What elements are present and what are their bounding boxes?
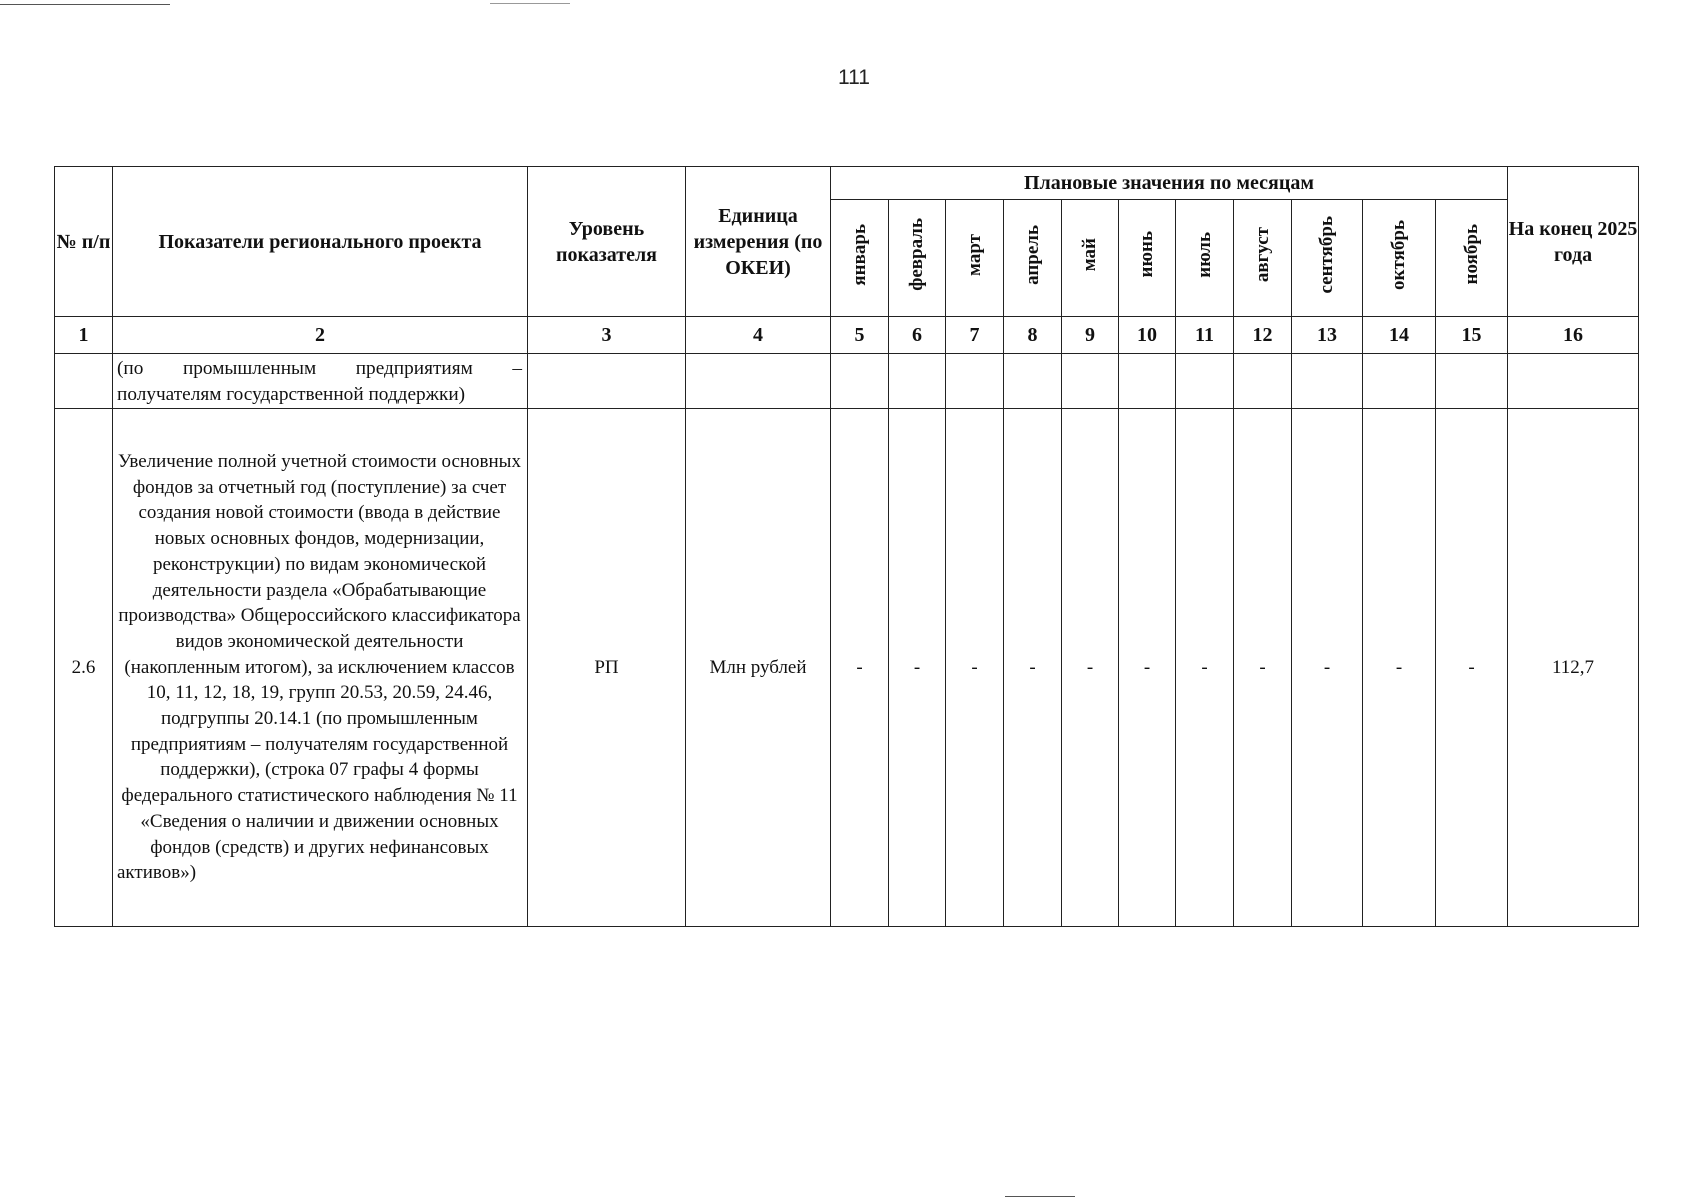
- month-value: [1119, 354, 1176, 409]
- scan-artifact-line: [490, 3, 570, 4]
- column-number: 13: [1292, 317, 1363, 354]
- month-value: [1004, 354, 1062, 409]
- column-number: 7: [946, 317, 1004, 354]
- month-label: апрель: [1021, 224, 1043, 285]
- indicator-description: Увеличение полной учетной стоимости основных фондов за отчетный год (поступление) за счет создания новой стоимости (ввода в действие новых основных фондов, модернизации, реконструкции) по видам экономической деятельности раздела «Обрабатывающие производства» Общероссийского классификатора видов экономической деятельности (накопленным итогом), за исключением классов 10, 11, 12, 18, 19, групп 20.53, 20.59, 24.46, подгруппы 20.14.1 (по промышленным предприятиям – получателям государственной поддержки), (строка 07 графы 4 формы федерального статистического наблюдения № 11 «Сведения о наличии и движении основных фондов (средств) и других нефинансовых активов»): [113, 409, 528, 927]
- column-number: 15: [1436, 317, 1508, 354]
- row-index: [55, 354, 113, 409]
- indicator-level: [528, 354, 686, 409]
- header-month: [1234, 200, 1292, 317]
- month-value: [1234, 354, 1292, 409]
- month-value: -: [1292, 409, 1363, 927]
- month-value: [1436, 354, 1508, 409]
- indicator-unit: [686, 354, 831, 409]
- column-number: 14: [1363, 317, 1436, 354]
- column-number: 11: [1176, 317, 1234, 354]
- header-month: [889, 200, 946, 317]
- page-number: 111: [838, 66, 870, 89]
- month-value: -: [889, 409, 946, 927]
- column-number: 4: [686, 317, 831, 354]
- month-value: [946, 354, 1004, 409]
- indicator-unit: Млн рублей: [686, 409, 831, 927]
- column-number: 8: [1004, 317, 1062, 354]
- scan-artifact-line: [0, 4, 170, 5]
- month-label: февраль: [906, 218, 927, 291]
- month-value: -: [1234, 409, 1292, 927]
- header-month: [1176, 200, 1234, 317]
- year-end-value: 112,7: [1508, 409, 1639, 927]
- scan-artifact-line: [1005, 1196, 1075, 1197]
- month-value: -: [1436, 409, 1508, 927]
- year-end-value: [1508, 354, 1639, 409]
- column-number: 6: [889, 317, 946, 354]
- column-number-row: [55, 317, 1639, 354]
- month-value: [1062, 354, 1119, 409]
- column-number: 12: [1234, 317, 1292, 354]
- indicator-level: РП: [528, 409, 686, 927]
- header-unit: Единица измерения (по ОКЕИ): [686, 167, 831, 317]
- header-month: [1119, 200, 1176, 317]
- header-month: [1062, 200, 1119, 317]
- month-label: сентябрь: [1316, 215, 1337, 294]
- header-month: [1004, 200, 1062, 317]
- month-value: -: [946, 409, 1004, 927]
- row-index: 2.6: [55, 409, 113, 927]
- month-value: [831, 354, 889, 409]
- header-indicator: Показатели регионального проекта: [113, 167, 528, 317]
- column-number: 3: [528, 317, 686, 354]
- table-row: [55, 409, 1639, 927]
- month-label: август: [1251, 226, 1273, 283]
- month-value: [889, 354, 946, 409]
- column-number: 5: [831, 317, 889, 354]
- month-value: [1292, 354, 1363, 409]
- header-month: [1436, 200, 1508, 317]
- month-value: -: [1363, 409, 1436, 927]
- header-monthly-group: Плановые значения по месяцам: [831, 167, 1508, 200]
- table-row: [55, 354, 1639, 409]
- month-label: май: [1079, 237, 1100, 272]
- indicator-plan-table: [54, 166, 1639, 927]
- indicator-description: (по промышленным предприятиям – получателям государственной поддержки): [113, 354, 528, 409]
- month-label: июнь: [1136, 231, 1157, 278]
- column-number: 9: [1062, 317, 1119, 354]
- month-label: ноябрь: [1460, 224, 1482, 285]
- header-year-end: На конец 2025 года: [1508, 167, 1639, 317]
- month-label: октябрь: [1388, 219, 1409, 290]
- header-level: Уровень показателя: [528, 167, 686, 317]
- column-number: 10: [1119, 317, 1176, 354]
- month-value: -: [1176, 409, 1234, 927]
- column-number: 2: [113, 317, 528, 354]
- month-label: июль: [1193, 231, 1215, 278]
- column-number: 16: [1508, 317, 1639, 354]
- month-label: март: [963, 233, 985, 276]
- header-index: № п/п: [55, 167, 113, 317]
- header-month: [831, 200, 889, 317]
- month-label: январь: [848, 223, 870, 286]
- month-value: [1176, 354, 1234, 409]
- header-month: [1292, 200, 1363, 317]
- header-month: [946, 200, 1004, 317]
- month-value: -: [1062, 409, 1119, 927]
- month-value: [1363, 354, 1436, 409]
- month-value: -: [1119, 409, 1176, 927]
- column-number: 1: [55, 317, 113, 354]
- month-value: -: [831, 409, 889, 927]
- header-month: [1363, 200, 1436, 317]
- month-value: -: [1004, 409, 1062, 927]
